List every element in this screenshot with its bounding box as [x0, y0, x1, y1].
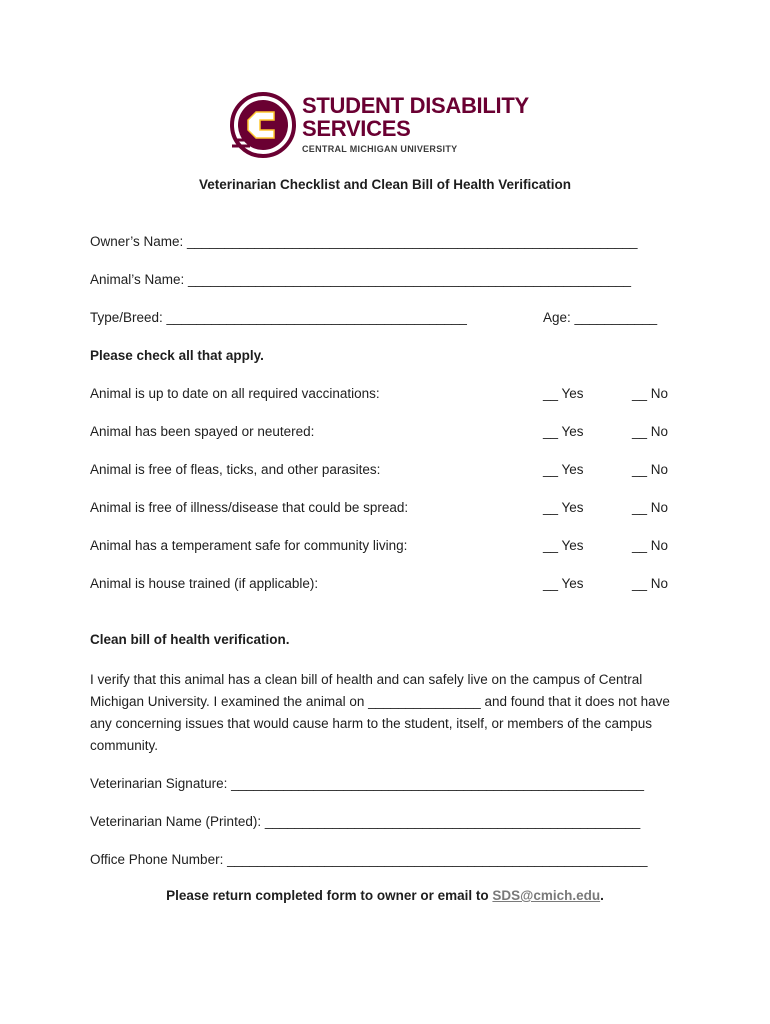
checklist-yes-option[interactable]: __ Yes	[543, 576, 584, 591]
checklist-item-text: Animal is free of illness/disease that could be spread:	[90, 500, 409, 515]
checklist-no-option[interactable]: __ No	[632, 424, 669, 439]
footer-period: .	[600, 888, 604, 903]
checklist-no-option[interactable]: __ No	[632, 462, 669, 477]
cmu-c-logo-icon	[230, 90, 296, 160]
animal-name-field[interactable]: Animal’s Name: ___________________________________________________________	[90, 272, 632, 287]
footer-note	[0, 888, 770, 903]
form-title: Veterinarian Checklist and Clean Bill of Health Verification	[198, 177, 572, 192]
checklist-item-text: Animal has been spayed or neutered:	[90, 424, 315, 439]
email-link[interactable]: SDS@cmich.edu	[492, 888, 601, 903]
type-breed-field[interactable]: Type/Breed: ________________________________________	[90, 310, 467, 325]
checklist-no-option[interactable]: __ No	[632, 538, 669, 553]
verification-paragraph: I verify that this animal has a clean bill of health and can safely live on the campus of Central Michigan University. I examined the animal on _______________ and found that it does not have any concerning issues that would cause harm to the student, itself, or members of the campus community.	[90, 672, 670, 753]
verification-heading: Clean bill of health verification.	[90, 632, 290, 647]
office-phone-field[interactable]: Office Phone Number: ________________________________________________________	[90, 852, 648, 867]
owner-name-field[interactable]: Owner’s Name: ____________________________________________________________	[90, 234, 638, 249]
checklist-item-text: Animal is up to date on all required vaccinations:	[90, 386, 380, 401]
checklist-no-option[interactable]: __ No	[632, 386, 669, 401]
vet-name-printed-field[interactable]: Veterinarian Name (Printed): __________________________________________________	[90, 814, 641, 829]
checklist-heading: Please check all that apply.	[90, 348, 264, 363]
checklist-item-text: Animal has a temperament safe for community living:	[90, 538, 408, 553]
checklist-no-option[interactable]: __ No	[632, 500, 669, 515]
checklist-yes-option[interactable]: __ Yes	[543, 462, 584, 477]
vet-signature-field[interactable]: Veterinarian Signature: _______________________________________________________	[90, 776, 645, 791]
logo-title	[302, 94, 529, 140]
footer-text: Please return completed form to owner or email to	[166, 888, 493, 903]
checklist-yes-option[interactable]: __ Yes	[543, 424, 584, 439]
checklist-item-text: Animal is free of fleas, ticks, and other parasites:	[90, 462, 381, 477]
checklist-yes-option[interactable]: __ Yes	[543, 538, 584, 553]
age-field[interactable]: Age: ___________	[543, 310, 658, 325]
logo-title-line1: STUDENT DISABILITY	[302, 93, 529, 118]
checklist-item-text: Animal is house trained (if applicable):	[90, 576, 319, 591]
checklist-yes-option[interactable]: __ Yes	[543, 386, 584, 401]
checklist-yes-option[interactable]: __ Yes	[543, 500, 584, 515]
logo-subtitle: CENTRAL MICHIGAN UNIVERSITY	[302, 144, 458, 154]
logo-title-line2: SERVICES	[302, 116, 411, 141]
checklist-no-option[interactable]: __ No	[632, 576, 669, 591]
